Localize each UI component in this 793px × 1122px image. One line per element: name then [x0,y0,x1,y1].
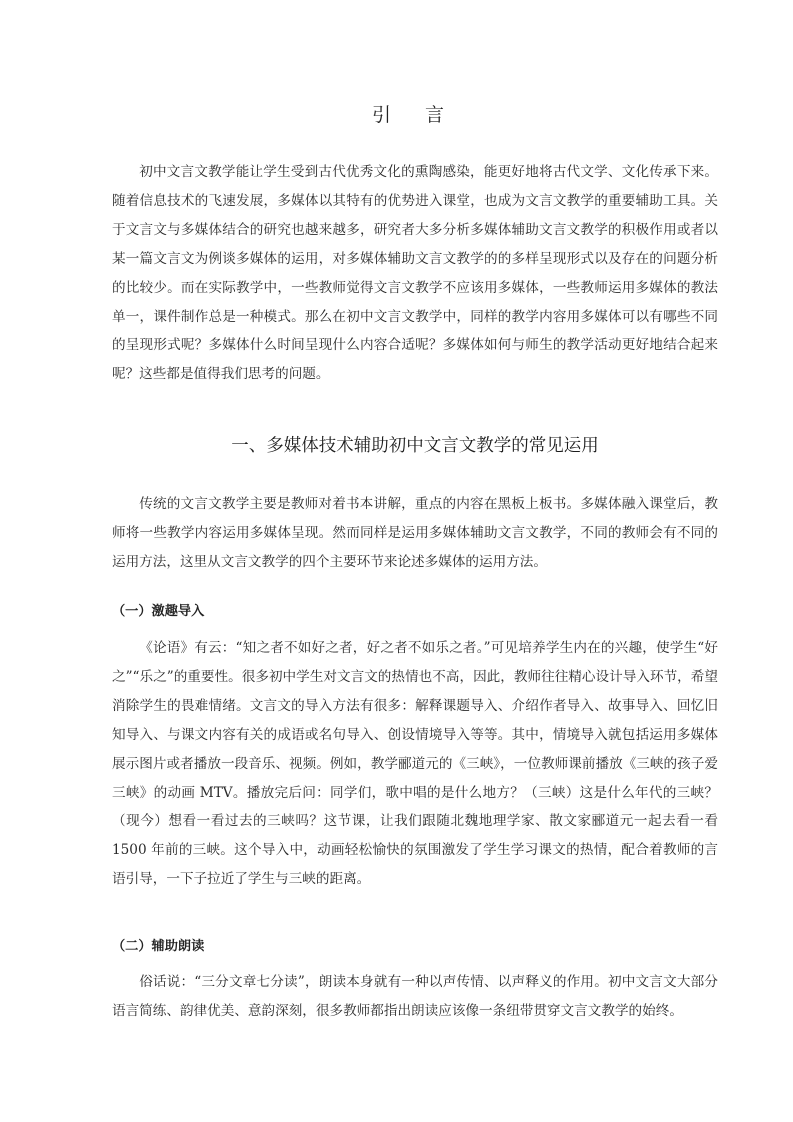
subsection-two-heading: （二）辅助朗读 [112,939,205,954]
page-title: 引 言 [371,104,459,126]
subsection-one-paragraph: 《论语》有云：“知之者不如好之者，好之者不如乐之者。”可见培养学生内在的兴趣，使学生“好之”“乐之”的重要性。很多初中学生对文言文的热情也不高，因此，教师往往精心设计导入环节，希望消除学生的畏难情绪。文言文的导入方法有很多：解释课题导入、介绍作者导入、故事导入、回忆旧知导入、与课文内容有关的成语或名句导入、创设情境导入等等。其中，情境导入就包括运用多媒体展示图片或者播放一段音乐、视频。例如，教学郦道元的《三峡》，一位教师课前播放《三峡的孩子爱三峡》的动画 MTV。播放完后问：同学们，歌中唱的是什么地方？（三峡）这是什么年代的三峡？（现今）想看一看过去的三峡吗？这节课，让我们跟随北魏地理学家、散文家郦道元一起去看一看 1500 年前的三峡。这个导入中，动画轻松愉快的氛围激发了学生学习课文的热情，配合着教师的言语引导，一下子拉近了学生与三峡的距离。 [112,640,718,888]
subsection-two-paragraph: 俗话说：“三分文章七分读”，朗读本身就有一种以声传情、以声释义的作用。初中文言文大部分语言简练、韵律优美、意韵深刻，很多教师都指出朗读应该像一条纽带贯穿文言文教学的始终。 [112,974,718,1019]
section-one-paragraph: 传统的文言文教学主要是教师对着书本讲解，重点的内容在黑板上板书。多媒体融入课堂后，教师将一些教学内容运用多媒体呈现。然而同样是运用多媒体辅助文言文教学，不同的教师会有不同的运用方法，这里从文言文教学的四个主要环节来论述多媒体的运用方法。 [112,496,718,570]
intro-paragraph: 初中文言文教学能让学生受到古代优秀文化的熏陶感染，能更好地将古代文学、文化传承下来。随着信息技术的飞速发展，多媒体以其特有的优势进入课堂，也成为文言文教学的重要辅助工具。关于文言文与多媒体结合的研究也越来越多，研究者大多分析多媒体辅助文言文教学的积极作用或者以某一篇文言文为例谈多媒体的运用，对多媒体辅助文言文教学的的多样呈现形式以及存在的问题分析的比较少。而在实际教学中，一些教师觉得文言文教学不应该用多媒体，一些教师运用多媒体的教法单一，课件制作总是一种模式。那么在初中文言文教学中，同样的教学内容用多媒体可以有哪些不同的呈现形式呢？多媒体什么时间呈现什么内容合适呢？多媒体如何与师生的教学活动更好地结合起来呢？这些都是值得我们思考的问题。 [112,164,718,383]
subsection-one-heading: （一）激趣导入 [112,604,205,619]
section-one-heading: 一、多媒体技术辅助初中文言文教学的常见运用 [231,436,599,456]
